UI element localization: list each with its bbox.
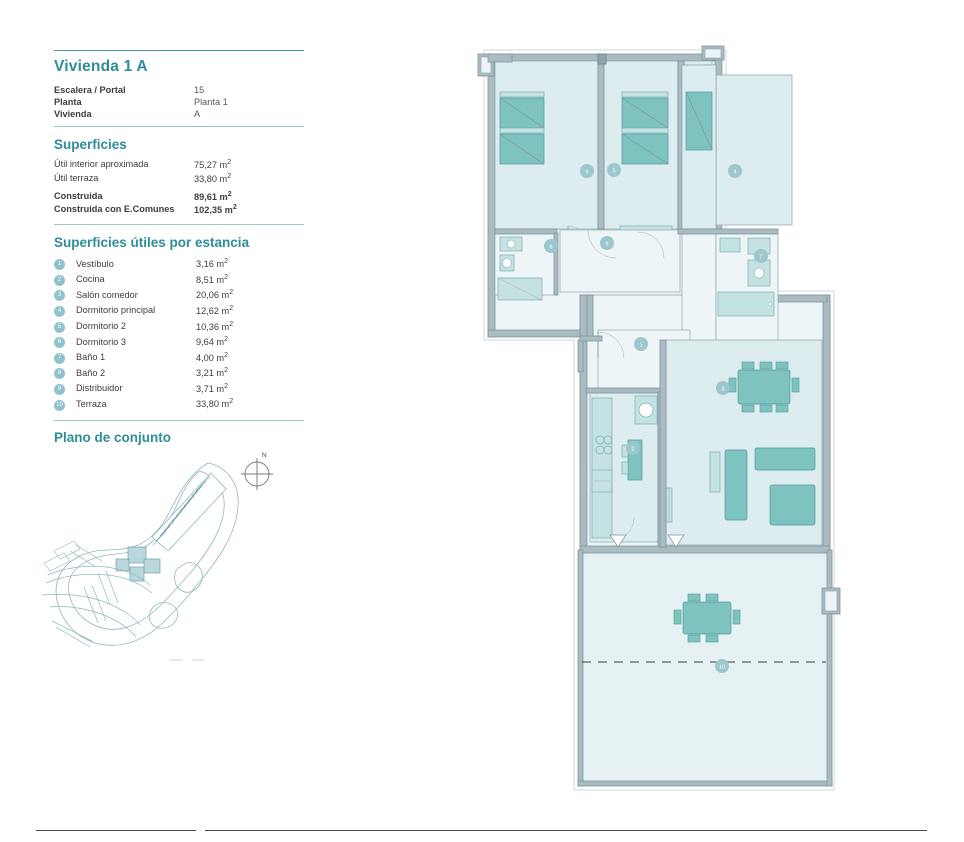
room-area-unit: 2 [224, 273, 228, 281]
footer-divider-left [36, 830, 196, 831]
room-name: Dormitorio principal [76, 305, 156, 316]
room-area [196, 349, 304, 365]
svg-text:4: 4 [733, 169, 737, 176]
table-row [54, 84, 304, 96]
identity-value: 15 [194, 85, 205, 95]
room-area-unit: 2 [224, 336, 228, 344]
room-name: Cocina [76, 274, 105, 285]
floorplan-drawing [470, 40, 940, 800]
svg-text:2: 2 [631, 446, 635, 453]
table-row [54, 365, 304, 381]
identity-value: Planta 1 [194, 97, 228, 107]
room-area-number: 33,80 m [196, 399, 230, 410]
room-area-number: 3,16 m [196, 259, 225, 270]
divider-top [54, 50, 304, 51]
surface-unit: 2 [232, 203, 237, 211]
svg-text:10: 10 [718, 664, 726, 671]
surface-value [194, 203, 304, 216]
footer-divider-right [205, 830, 927, 831]
surface-label: Útil interior aproximada [54, 159, 149, 170]
marker-7 [754, 249, 768, 263]
divider-rooms [54, 224, 304, 225]
compass-icon [240, 448, 280, 492]
room-number: 6 [54, 337, 65, 348]
room-area [196, 303, 304, 319]
room-badge [54, 271, 76, 287]
compass-north-label: N [262, 452, 267, 459]
svg-text:9: 9 [605, 241, 609, 248]
svg-text:8: 8 [549, 244, 553, 251]
table-row [54, 396, 304, 412]
site-plan-drawing [40, 455, 270, 670]
rooms-title: Superficies útiles por estancia [54, 234, 250, 250]
room-name: Distribuidor [76, 383, 123, 394]
room-area-unit: 2 [229, 398, 234, 406]
room-number: 3 [54, 290, 65, 301]
room-area-unit: 2 [224, 351, 228, 359]
room-area-number: 3,71 m [196, 383, 225, 394]
divider-siteplan [54, 420, 304, 421]
surface-value [194, 185, 304, 203]
table-row [54, 185, 304, 203]
table-row [54, 318, 304, 334]
marker-8 [544, 239, 558, 253]
room-area-unit: 2 [229, 304, 234, 312]
room-name: Dormitorio 3 [76, 336, 127, 347]
table-row [54, 96, 304, 108]
room-badge [54, 365, 76, 381]
surfaces-title: Superficies [54, 137, 127, 152]
room-number: 7 [54, 353, 65, 364]
identity-label: Planta [54, 97, 82, 107]
room-area-unit: 2 [229, 320, 234, 328]
surface-number: 89,61 m [194, 191, 228, 202]
room-badge [54, 256, 76, 272]
room-area-unit: 2 [224, 258, 228, 266]
table-row [54, 171, 304, 184]
room-number: 1 [54, 259, 65, 270]
svg-text:3: 3 [721, 386, 725, 393]
table-row [54, 108, 304, 120]
room-area-number: 10,36 m [196, 321, 230, 332]
room-area-number: 20,06 m [196, 290, 230, 301]
room-name: Vestíbulo [76, 258, 114, 269]
table-row [54, 256, 304, 272]
room-area [196, 318, 304, 334]
room-badge [54, 303, 76, 319]
identity-table [54, 84, 304, 120]
identity-label: Vivienda [54, 109, 92, 119]
room-number: 8 [54, 368, 65, 379]
svg-text:7: 7 [759, 254, 763, 261]
table-row [54, 287, 304, 303]
room-area-number: 12,62 m [196, 305, 230, 316]
room-area [196, 271, 304, 287]
surface-value [194, 158, 304, 171]
room-badge [54, 349, 76, 365]
table-row [54, 303, 304, 319]
room-area [196, 381, 304, 397]
surface-number: 33,80 m [194, 173, 228, 184]
surface-label: Construida con E.Comunes [54, 203, 175, 214]
marker-3 [716, 381, 730, 395]
room-number: 5 [54, 322, 65, 333]
surface-label: Útil terraza [54, 172, 99, 183]
room-area-number: 3,21 m [196, 368, 225, 379]
room-name: Salón comedor [76, 289, 138, 300]
room-number: 9 [54, 384, 65, 395]
table-row [54, 334, 304, 350]
identity-label: Escalera / Portal [54, 85, 126, 95]
svg-text:1: 1 [639, 342, 643, 349]
room-number: 4 [54, 306, 65, 317]
surface-number: 102,35 m [194, 204, 233, 215]
room-area-number: 9,64 m [196, 337, 225, 348]
room-area [196, 334, 304, 350]
room-badge [54, 334, 76, 350]
siteplan-title: Plano de conjunto [54, 429, 171, 445]
marker-4 [728, 164, 742, 178]
room-number: 2 [54, 275, 65, 286]
identity-value: A [194, 109, 201, 119]
room-area-unit: 2 [229, 289, 234, 297]
rooms-table [54, 256, 304, 412]
marker-1 [634, 337, 648, 351]
info-column [54, 50, 304, 449]
table-row [54, 158, 304, 171]
room-area [196, 287, 304, 303]
page-title: Vivienda 1 A [54, 58, 148, 75]
room-number: 10 [54, 400, 65, 411]
surface-label: Construida [54, 190, 103, 201]
surface-unit: 2 [227, 190, 232, 198]
svg-text:6: 6 [585, 169, 589, 176]
room-badge [54, 318, 76, 334]
room-name: Baño 2 [76, 367, 106, 378]
room-area [196, 365, 304, 381]
room-area [196, 256, 304, 272]
table-row [54, 349, 304, 365]
table-row [54, 381, 304, 397]
room-area-unit: 2 [224, 367, 228, 375]
marker-2 [626, 441, 640, 455]
room-area-unit: 2 [224, 382, 228, 390]
room-badge [54, 396, 76, 412]
divider-surfaces [54, 126, 304, 127]
marker-10 [715, 659, 729, 673]
table-row [54, 203, 304, 216]
surfaces-table [54, 158, 304, 216]
surface-value [194, 171, 304, 184]
room-badge [54, 381, 76, 397]
room-area [196, 396, 304, 412]
table-row [54, 271, 304, 287]
room-area-number: 4,00 m [196, 352, 225, 363]
surface-unit: 2 [227, 172, 232, 180]
marker-6 [580, 164, 594, 178]
svg-text:5: 5 [612, 168, 616, 175]
room-name: Baño 1 [76, 352, 106, 363]
room-area-number: 8,51 m [196, 274, 225, 285]
room-name: Dormitorio 2 [76, 321, 127, 332]
surface-unit: 2 [227, 159, 232, 167]
marker-5 [607, 163, 621, 177]
surface-number: 75,27 m [194, 160, 228, 171]
marker-9 [600, 236, 614, 250]
room-badge [54, 287, 76, 303]
room-name: Terraza [76, 399, 107, 410]
